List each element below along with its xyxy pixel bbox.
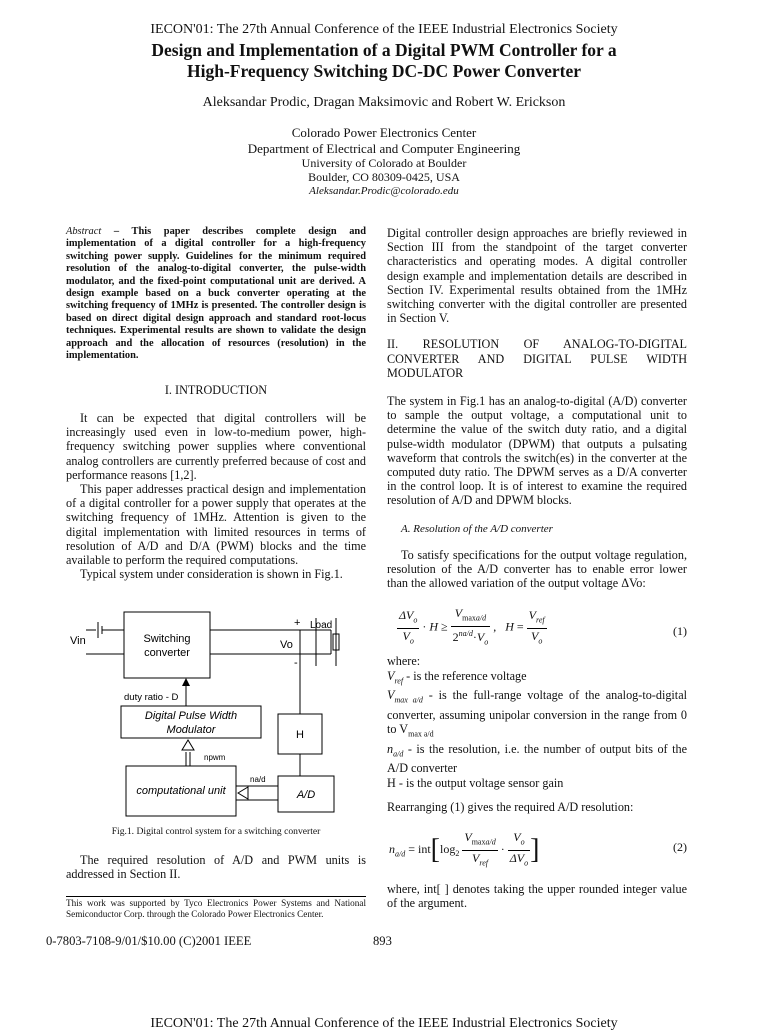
paper-title: Design and Implementation of a Digital PWM Controller for a High-Frequency Switching DC-DC Power Converter	[151, 40, 617, 81]
h-label: H	[296, 729, 304, 741]
footnote-rule	[66, 896, 366, 897]
isbn: 0-7803-7108-9/01/$10.00 (C)2001 IEEE	[46, 934, 252, 948]
after-figure-text: The required resolution of A/D and PWM units is addressed in Section II.	[66, 853, 366, 882]
npwm-label: npwm	[204, 753, 226, 762]
figure-caption: Fig.1. Digital control system for a switching converter	[111, 826, 321, 837]
ad-arrow	[238, 787, 248, 799]
intro-text: It can be expected that digital controllers will be increasingly used even in low-to-medium power, high-frequency switching power supplies where conventional analog controllers are currently preferred because of cost and performance reasons [1,2]. This paper addresses practical design and implementation of a digital controller for a power supply that operates at the switching frequency of 1MHz. Attention is given to the digital implementation with limited resources in terms of resolution of A/D and D/A (PWM) blocks and the time available to perform the required computations. Typical system under consideration is shown in Fig.1.	[66, 411, 366, 582]
abstract: Abstract – This paper describes complete design and implementation of a digital controller for a high-frequency switching power supply. Guidelines for the minimum required resolution of the analog-to-digital converter, the pulse-width modulator, and the fixed-point computational unit are derived. A design example based on a buck converter operating at the switching frequency of 1MHz is presented. The controller design is based on direct digital design approach and standard root-locus techniques. Experimental results are shown to validate the design approach and the allocation of resources (resolution) in the implementation.	[66, 226, 366, 362]
equation-2: $n_{a/d} = int[\log_2$ $\frac{V_{maxa/d}}{V_{ref}}$ · $\frac{V_o}{\Delta V_o}$ ] (2)	[389, 830, 687, 868]
pwm-arrow	[182, 740, 194, 750]
plus-label: +	[294, 617, 301, 629]
subsection-heading: A. Resolution of the A/D converter	[401, 522, 553, 535]
switching-converter-box	[124, 612, 210, 678]
page-number: 893	[373, 934, 392, 948]
equation-1: $\frac{\Delta V_o}{V_o}$ · H ≥ $\frac{V_{maxa/d}}{2^{na/d}\cdot V_o}$ , H = $\frac{V_{ref}}{V_o}$ (1)	[399, 606, 687, 647]
duty-label: duty ratio - D	[124, 692, 179, 703]
figure-1-diagram	[66, 604, 366, 824]
equation-1-number: (1)	[673, 624, 687, 639]
vin-label: Vin	[70, 635, 86, 647]
nad-label: na/d	[250, 775, 266, 784]
affiliation: Colorado Power Electronics Center Department of Electrical and Computer Engineering University of Colorado at Boulder Boulder, CO 80309-0425, USA Aleksandar.Prodic@colorado.edu	[0, 125, 768, 200]
section-2-heading: II. RESOLUTION OF ANALOG-TO-DIGITAL CONVERTER AND DIGITAL PULSE WIDTH MODULATOR	[387, 337, 687, 380]
conference-footer: IECON'01: The 27th Annual Conference of the IEEE Industrial Electronics Society	[150, 1016, 618, 1031]
load-label: Load	[310, 620, 333, 631]
computational-unit-label: computational unit	[136, 785, 226, 797]
ad-label: A/D	[296, 789, 316, 801]
footnote: This work was supported by Tyco Electronics Power Systems and National Semiconductor Corp. through the Colorado Power Electronics Center.	[66, 898, 366, 919]
minus-label: -	[294, 657, 298, 669]
vo-label: Vo	[280, 639, 293, 651]
intro-heading: I. INTRODUCTION	[164, 383, 268, 397]
right-column: Digital controller design approaches are briefly reviewed in Section III from the standpoint of the target converter characteristics and operating modes. A digital controller design example and implementation details are described in Section IV. Experimental results obtained from the 1MHz switching converter with the digital controller are presented in Section V. II. RESOLUTION OF ANALOG-TO-DIGITAL CONVERTER AND DIGITAL PULSE WIDTH MODULATOR The system in Fig.1 has an analog-to-digital (A/D) converter to sample the output voltage, a computational unit to determine the value of the switch duty ratio, and a digital pulse-width modulator (DPWM) that outputs a pulsating waveform that controls the switch(es) in the converter at the computed duty ratio. The DPWM serves as a D/A converter in the control loop. It is of interest to examine the required resolution of A/D and DPWM blocks. A. Resolution of the A/D converter To satisfy specifications for the output voltage regulation, resolution of the A/D converter has to enable error lower than the allowed variation of the output voltage ΔVo: $\frac{\Delta V_o}{V_o}$ · H ≥ $\frac{V_{maxa/d}}{2^{na/d}\cdot V_o}$ , H = $\frac{V_{ref}}{V_o}$ (1) where: $V_{ref}$ - is the reference voltage $V_{max a/d}$ - is the full-range voltage of the analog-to-digital converter, assuming unipolar conversion in the range from 0 to $V_{max a/d}$ $n_{a/d}$ - is the resolution, i.e. the number of output bits of the A/D converter H - is the output voltage sensor gain Rearranging (1) gives the required A/D resolution: $n_{a/d} = int[\log_2$ $\frac{V_{maxa/d}}{V_{ref}}$ · $\frac{V_o}{\Delta V_o}$ ] (2) where, int[ ] denotes taking the upper rounded integer value of the argument.	[387, 226, 687, 911]
conference-header: IECON'01: The 27th Annual Conference of the IEEE Industrial Electronics Society	[150, 22, 618, 37]
email[interactable]: Aleksandar.Prodic@colorado.edu	[309, 185, 459, 197]
converter-label: converter	[144, 647, 190, 659]
equation-2-number: (2)	[673, 840, 687, 855]
duty-arrow	[182, 678, 190, 686]
dpwm-label-1: Digital Pulse Width	[144, 710, 238, 722]
switching-label: Switching	[143, 633, 191, 645]
authors: Aleksandar Prodic, Dragan Maksimovic and Robert W. Erickson	[202, 95, 566, 110]
dpwm-label-2: Modulator	[166, 724, 216, 736]
